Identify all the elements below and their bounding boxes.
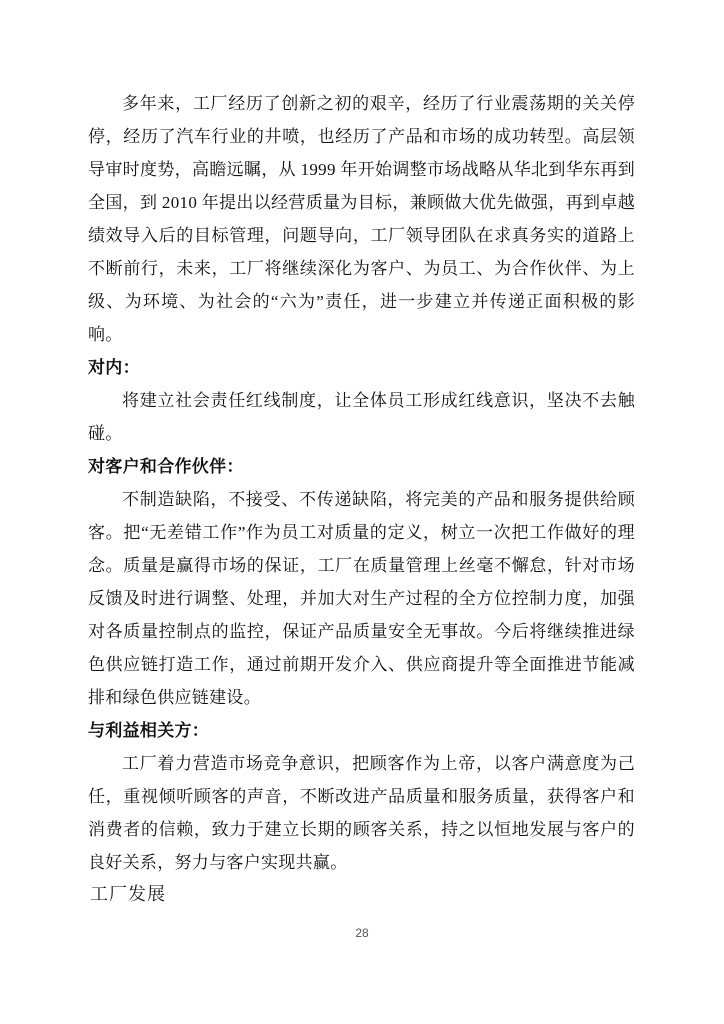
paragraph-factory-history: 多年来，工厂经历了创新之初的艰辛，经历了行业震荡期的关关停停，经历了汽车行业的井喷，也经历了产品和市场的成功转型。高层领导审时度势，高瞻远瞩，从 1999 年开始调整市场战略从华北到华东再到全国，到 2010 年提出以经营质量为目标，兼顾做大优先做强，再到卓越绩效导入后的目标管理，问题导向，工厂领导团队在求真务实的道路上不断前行，未来，工厂将继续深化为客户、为员工、为合作伙伴、为上级、为环境、为社会的“六为”责任，进一步建立并传递正面积极的影响。: [88, 94, 635, 344]
section-heading-stakeholders: 与利益相关方：: [88, 721, 210, 740]
paragraph-customer-relations: 工厂着力营造市场竞争意识，把顾客作为上帝，以客户满意度为己任，重视倾听顾客的声音，不断改进产品质量和服务质量，获得客户和消费者的信赖，致力于建立长期的顾客关系，持之以恒地发展与客户的良好关系，努力与客户实现共赢。: [88, 754, 635, 872]
paragraph-redline-policy: 将建立社会责任红线制度，让全体员工形成红线意识，坚决不去触碰。: [88, 391, 635, 443]
paragraph-quality-commitment: 不制造缺陷，不接受、不传递缺陷，将完美的产品和服务提供给顾客。把“无差错工作”作为员工对质量的定义，树立一次把工作做好的理念。质量是赢得市场的保证，工厂在质量管理上丝毫不懈怠，针对市场反馈及时进行调整、处理，并加大对生产过程的全方位控制力度，加强对各质量控制点的监控，保证产品质量安全无事故。今后将继续推进绿色供应链打造工作，通过前期开发介入、供应商提升等全面推进节能减排和绿色供应链建设。: [88, 490, 635, 707]
section-heading-customers-partners: 对客户和合作伙伴：: [88, 457, 244, 476]
section-heading-internal: 对内：: [88, 358, 140, 377]
page-number: 28: [355, 926, 369, 940]
footer-section-heading: 工厂发展: [90, 884, 166, 904]
document-body: [88, 87, 635, 879]
